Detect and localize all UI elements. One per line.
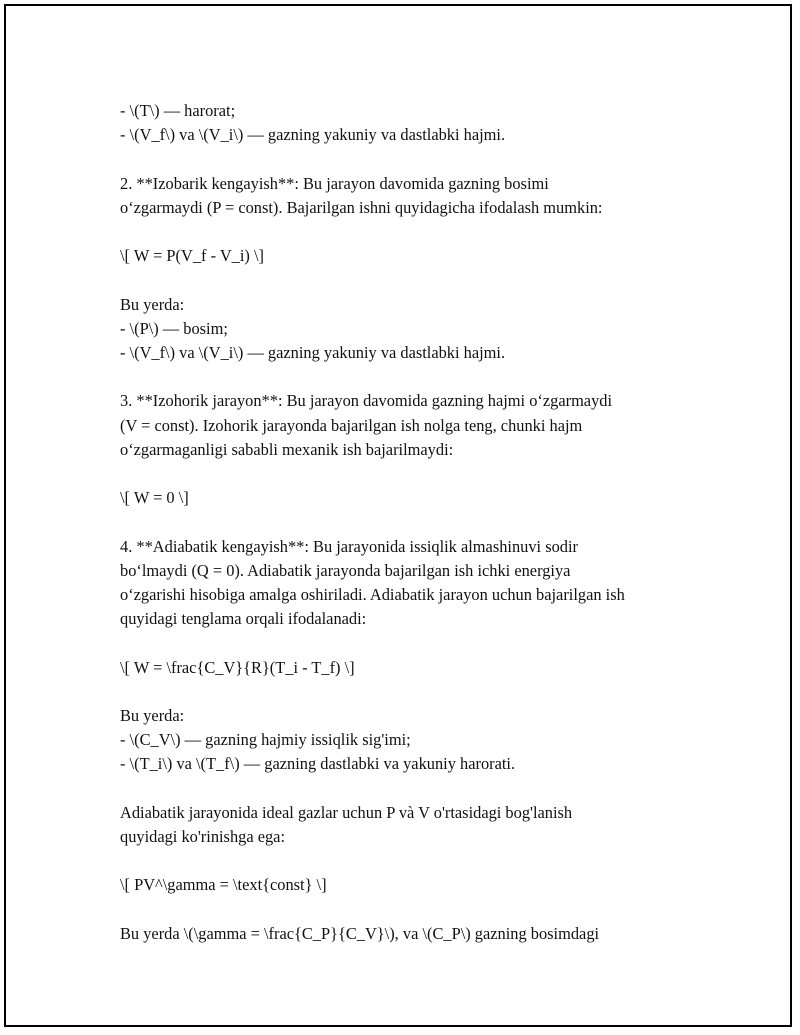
blank-line bbox=[120, 268, 760, 292]
formula-line: \[ W = P(V_f - V_i) \] bbox=[120, 246, 265, 266]
blank-line bbox=[120, 365, 760, 389]
blank-line bbox=[120, 631, 760, 655]
page-frame bbox=[4, 4, 792, 1027]
text-line: 3. **Izohorik jarayon**: Bu jarayon davomida gazning hajmi o‘zgarmaydi bbox=[120, 391, 613, 411]
text-line: - \(T\) — harorat; bbox=[120, 101, 236, 120]
text-line: - \(P\) — bosim; bbox=[120, 318, 228, 338]
text-line: 4. **Adiabatik kengayish**: Bu jarayonida issiqlik almashinuvi sodir bbox=[120, 536, 578, 556]
text-line: 2. **Izobarik kengayish**: Bu jarayon davomida gazning bosimi bbox=[120, 173, 549, 193]
text-line: - \(V_f\) va \(V_i\) — gazning yakuniy va dastlabki hajmi. bbox=[120, 342, 506, 362]
text-line: bo‘lmaydi (Q = 0). Adiabatik jarayonda bajarilgan ish ichki energiya bbox=[120, 560, 571, 580]
text-line: o‘zgarishi hisobiga amalga oshiriladi. Adiabatik jarayon uchun bajarilgan ish bbox=[120, 584, 625, 604]
text-line: o‘zgarmaganligi sababli mexanik ish bajarilmaydi: bbox=[120, 439, 454, 459]
formula-line: \[ W = \frac{C_V}{R}(T_i - T_f) \] bbox=[120, 657, 355, 677]
blank-line bbox=[120, 898, 760, 922]
blank-line bbox=[120, 147, 760, 171]
formula-line: \[ PV^\gamma = \text{const} \] bbox=[120, 875, 327, 895]
blank-line bbox=[120, 510, 760, 534]
text-line: Bu yerda: bbox=[120, 705, 185, 725]
text-line: - \(T_i\) va \(T_f\) — gazning dastlabki va yakuniy harorati. bbox=[120, 754, 516, 774]
text-line: quyidagi tenglama orqali ifodalanadi: bbox=[120, 609, 367, 629]
text-line: o‘zgarmaydi (P = const). Bajarilgan ishni quyidagicha ifodalash mumkin: bbox=[120, 197, 603, 217]
text-line: - \(V_f\) va \(V_i\) — gazning yakuniy va dastlabki hajmi. bbox=[120, 125, 506, 145]
text-line: - \(C_V\) — gazning hajmiy issiqlik sig'imi; bbox=[120, 730, 411, 750]
blank-line bbox=[120, 680, 760, 704]
blank-line bbox=[120, 220, 760, 244]
formula-line: \[ W = 0 \] bbox=[120, 488, 189, 508]
text-line: Bu yerda \(\gamma = \frac{C_P}{C_V}\), va \(C_P\) gazning bosimdagi bbox=[120, 923, 600, 943]
blank-line bbox=[120, 777, 760, 801]
text-line: (V = const). Izohorik jarayonda bajarilgan ish nolga teng, chunki hajm bbox=[120, 415, 583, 435]
blank-line bbox=[120, 462, 760, 486]
text-line: Bu yerda: bbox=[120, 294, 185, 314]
text-line: Adiabatik jarayonida ideal gazlar uchun P và V o'rtasidagi bog'lanish bbox=[120, 802, 573, 822]
document-body bbox=[120, 99, 760, 946]
blank-line bbox=[120, 849, 760, 873]
text-line: quyidagi ko'rinishga ega: bbox=[120, 826, 286, 846]
